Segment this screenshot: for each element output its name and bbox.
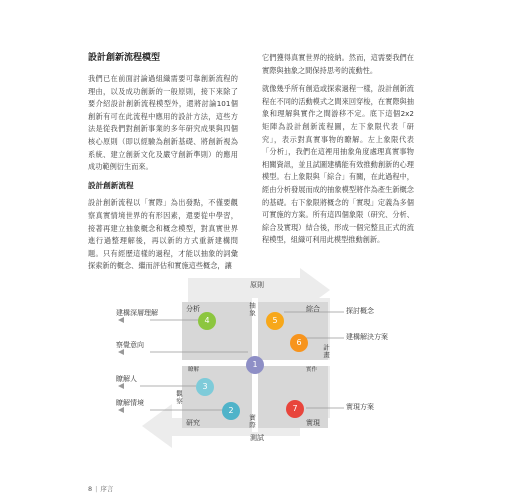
page-number: 8 [88,485,93,493]
quadrant-label-analysis: 分析 [186,305,200,313]
page-footer: 8 | 序言 [88,485,114,493]
intro-paragraph: 我們已在前面討論過組織需要可靠創新流程的理由，以及成功創新的一般原則，接下來除了要介紹設計創新流程模型外，還將討論101個創新有可在此流程中應用的設計方法，這些方法是從我們對創新事業的多年研究成果與四個核心原則（即以經驗為創新基礎、將創新視為系統、建立創新文化及嚴守創新準則）的應用成功範例衍生而來。 [88,74,238,172]
left-label: 建構深層理解 [116,309,158,317]
quadrant-label-synthesis: 綜合 [306,305,320,313]
real-axis-label: 實際 [248,414,256,429]
continuation-paragraph: 它們獲得真實世界的接納。然而，這需要我們在實際與抽象之間保持思考的流動性。 [262,53,414,75]
step-circle-3: 3 [196,378,214,396]
make-axis-label: 實作 [306,367,318,373]
left-label: 瞭解人 [116,375,137,383]
left-label: 察覺意向 [116,341,144,349]
section-title: 設計創新流程模型 [88,53,161,63]
axis-bottom-label: 測試 [250,434,264,442]
innovation-process-diagram [0,268,520,458]
abstract-axis-label: 抽象 [248,302,256,317]
right-column [262,52,414,253]
section-name: 序言 [100,485,114,493]
step-circle-1: 1 [246,356,264,374]
step-circle-7: 7 [286,400,304,418]
axis-top-label: 原則 [250,281,264,289]
left-column [88,52,238,279]
left-label: 瞭解情境 [116,399,144,407]
quadrant-label-research: 研究 [186,419,200,427]
step-circle-4: 4 [198,312,216,330]
right-label: 建構解決方案 [346,333,388,341]
matrix-paragraph: 就像幾乎所有創造或探索過程一樣，設計創新流程在不同的活動模式之間來回穿梭，在實際與抽象和理解與實作之間游移不定。底下這個2x2 矩陣為設計創新流程圖，左下象限代表「研究」，表示對真實事物的瞭解。左上象限代表「分析」，我們在這裡用抽象角度處理真實事物相關資訊，並且試圖建構能有效推動創新的心理模型。右上象限與「綜合」有關，在此過程中，經由分析發展而成的抽象模型將作為產生新概念的基礎。右下象限將概念的「實現」定義為多個可實施的方案。所有這四個象限（研究、分析、綜合及實現）結合後，形成一個完整且正式的流程模型，組織可利用此模型推動創新。 [262,84,414,245]
process-paragraph: 設計創新流程以「實際」為出發點，不僅要觀察真實情境世界的有形因素，還要從中學習，接著再建立抽象概念和概念模型，對真實世界進行過整理解後，再以新的方式重新建構問題。只有經歷這樣的過程，才能以抽象的詞彙探索新的概念、繼而評估和實施這些概念，讓 [88,198,238,271]
right-label: 實現方案 [346,403,374,411]
quadrant-label-realization: 實現 [306,419,320,427]
step-circle-2: 2 [222,402,240,420]
understand-axis-label: 瞭解 [188,367,200,373]
subsection-title: 設計創新流程 [88,180,134,190]
right-label: 探討概念 [346,307,374,315]
step-circle-5: 5 [266,312,284,330]
plan-axis-label: 計畫 [322,344,330,359]
step-circle-6: 6 [290,334,308,352]
observe-axis-label: 觀察 [175,390,183,405]
